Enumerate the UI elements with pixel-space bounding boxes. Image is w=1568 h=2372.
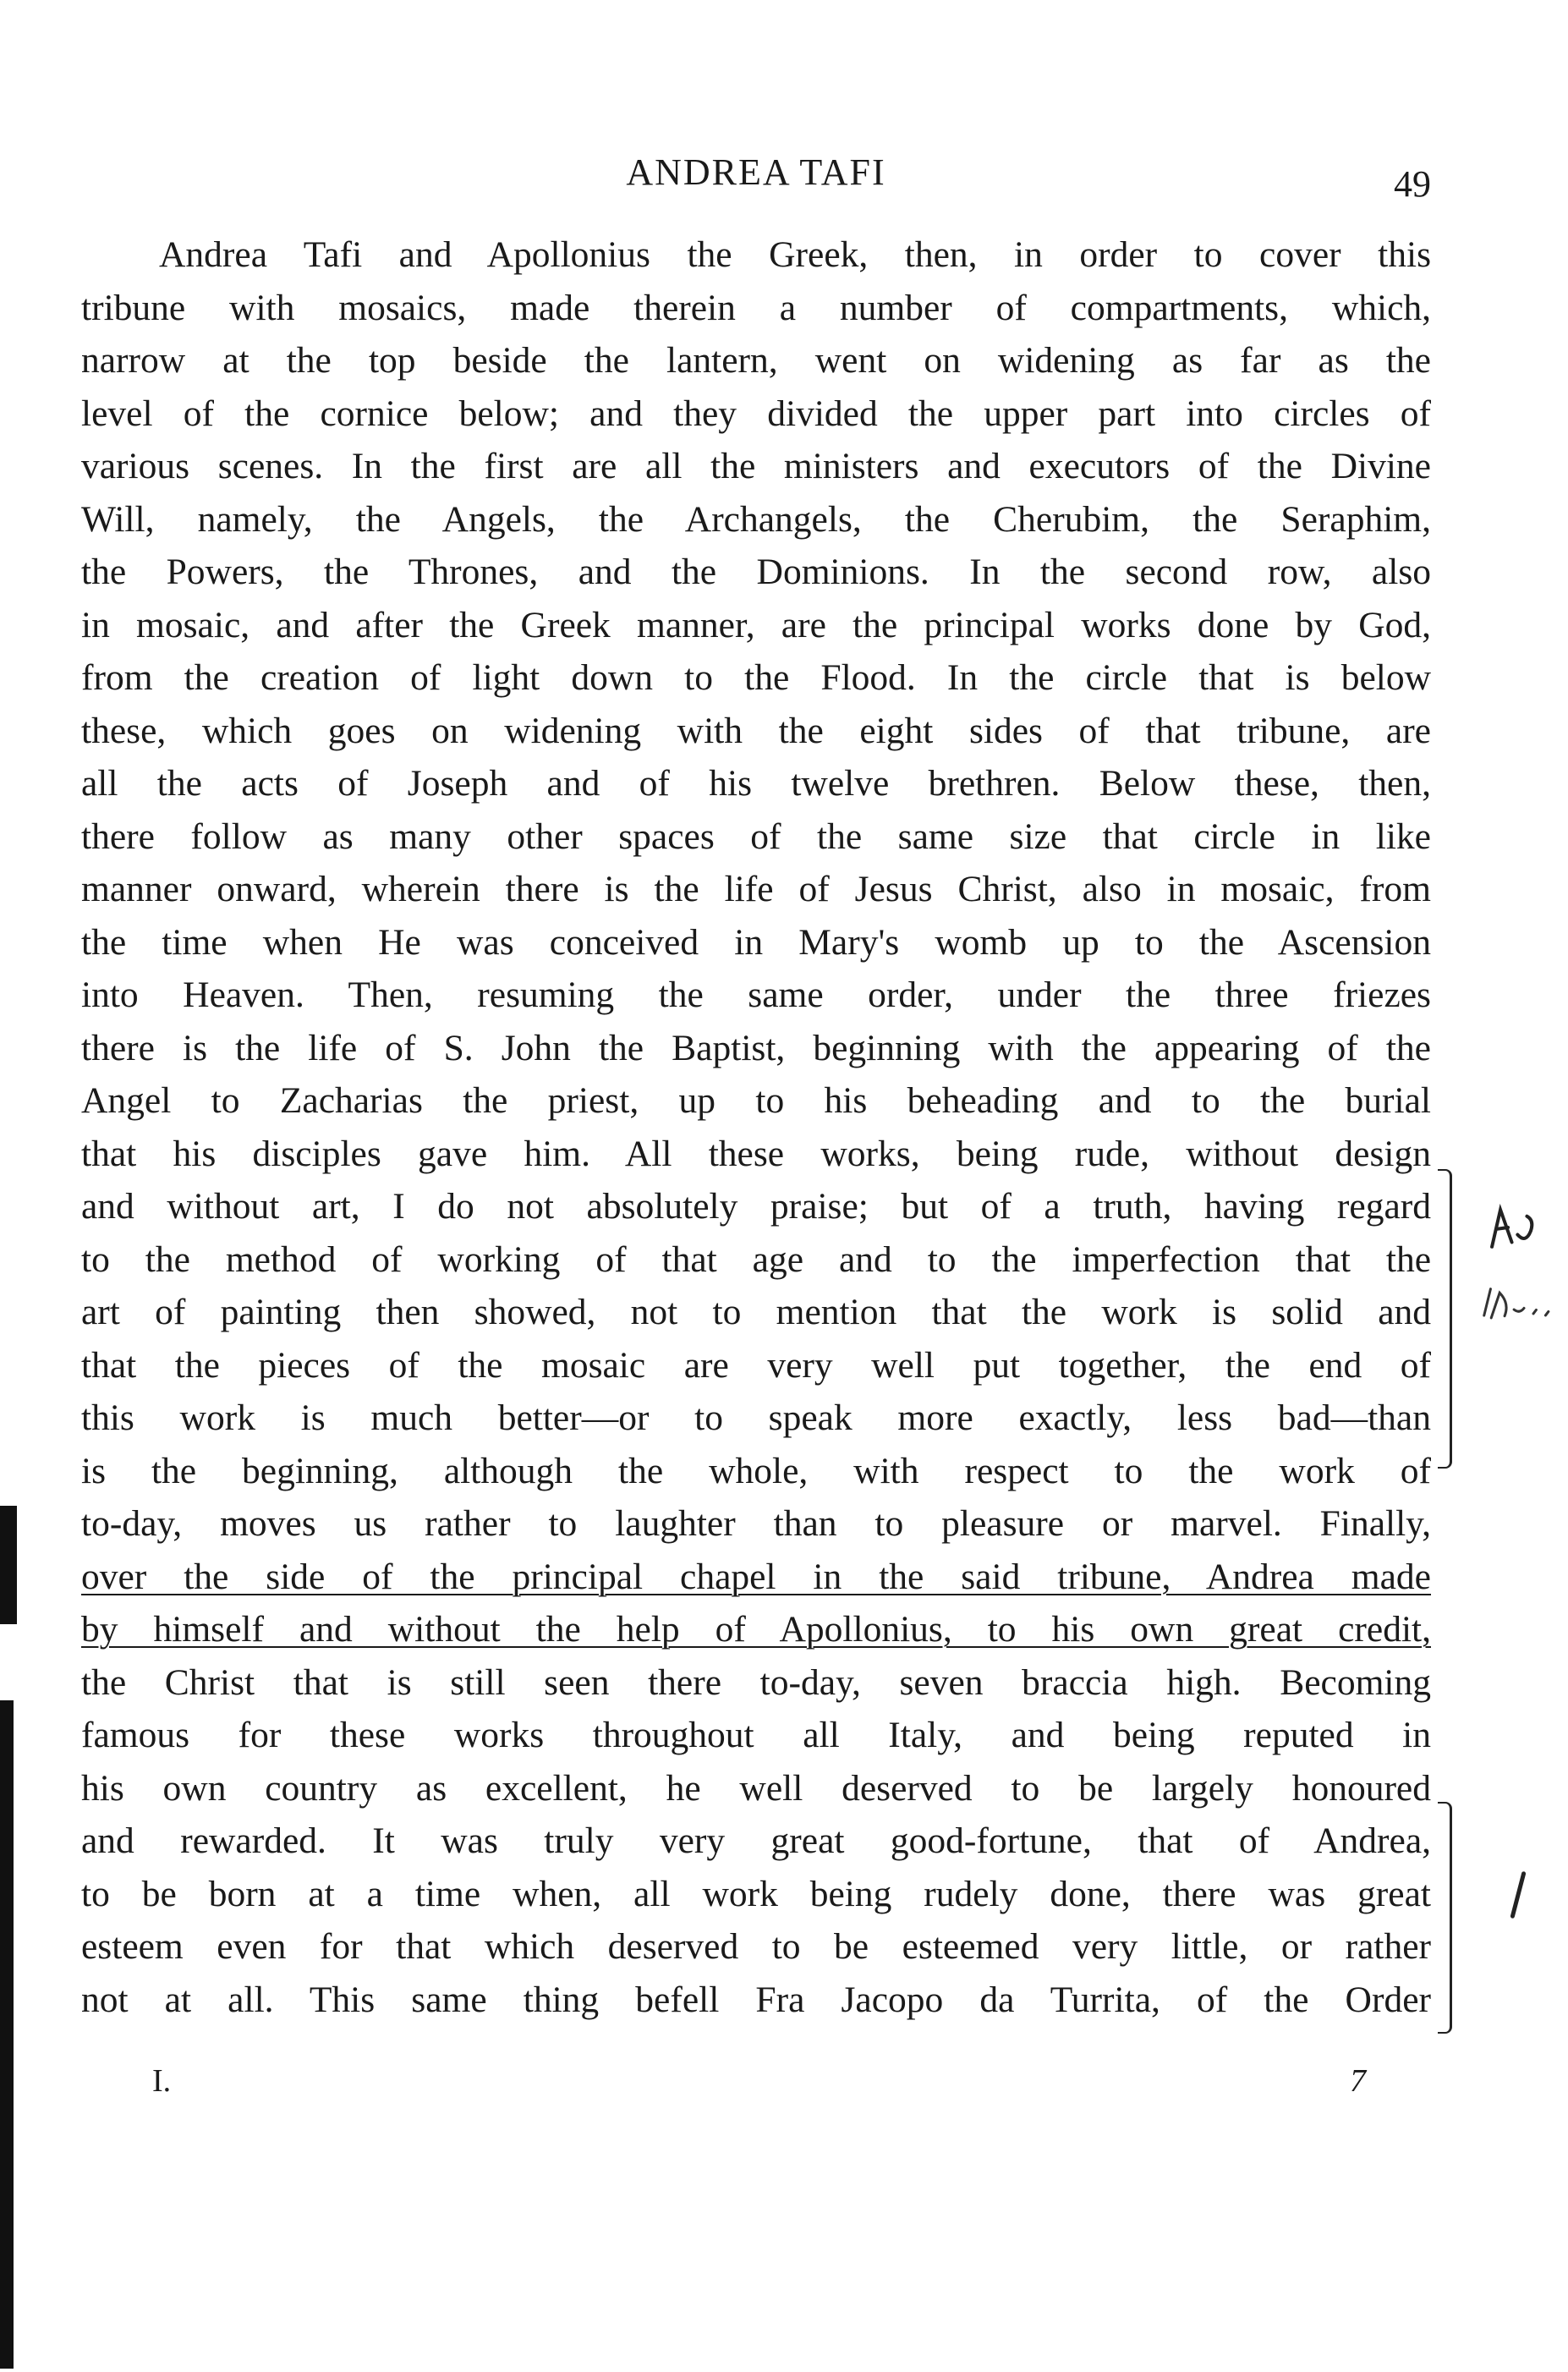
text-line: from the creation of light down to the Flood. In the circle that is below xyxy=(81,657,1431,698)
margin-bracket-upper xyxy=(1438,1169,1452,1469)
text-line: various scenes. In the first are all the ministers and executors of the Divine xyxy=(81,446,1431,486)
text-line: is the beginning, although the whole, with respect to the work of xyxy=(81,1450,1431,1491)
text-line-underlined: by himself and without the help of Apollonius, to his own great credit, xyxy=(81,1609,1431,1650)
text-line: not at all. This same thing befell Fra Jacopo da Turrita, of the Order xyxy=(81,1979,1431,2020)
signature-number: 7 xyxy=(1350,2063,1366,2099)
text-line: these, which goes on widening with the eight sides of that tribune, are xyxy=(81,710,1431,751)
text-line: Will, namely, the Angels, the Archangels, the Cherubim, the Seraphim, xyxy=(81,498,1431,540)
text-line: his own country as excellent, he well deserved to be largely honoured xyxy=(81,1767,1431,1809)
scan-edge-shadow-upper xyxy=(0,1506,17,1624)
text-line: that his disciples gave him. All these works, being rude, without design xyxy=(81,1133,1431,1174)
running-title: ANDREA TAFI xyxy=(626,151,886,193)
text-line: all the acts of Joseph and of his twelve brethren. Below these, then, xyxy=(81,763,1431,804)
text-line: famous for these works throughout all Italy, and being reputed in xyxy=(81,1715,1431,1755)
margin-annotation-slash xyxy=(1498,1868,1538,1923)
running-head xyxy=(81,151,1431,205)
text-line: that the pieces of the mosaic are very well put together, the end of xyxy=(81,1344,1431,1386)
text-line: tribune with mosaics, made therein a number of compartments, which, xyxy=(81,287,1431,328)
text-line: there is the life of S. John the Baptist, beginning with the appearing of the xyxy=(81,1027,1431,1068)
text-line: the time when He was conceived in Mary's womb up to the Ascension xyxy=(81,921,1431,963)
page-number: 49 xyxy=(1394,163,1431,205)
text-line-underlined: over the side of the principal chapel in the said tribune, Andrea made xyxy=(81,1556,1431,1597)
text-line: level of the cornice below; and they divided the upper part into circles of xyxy=(81,393,1431,434)
text-line: to-day, moves us rather to laughter than to pleasure or marvel. Finally, xyxy=(81,1503,1431,1544)
margin-bracket-lower xyxy=(1438,1802,1452,2034)
text-line: the Powers, the Thrones, and the Dominions. In the second row, also xyxy=(81,552,1431,592)
text-line: and without art, I do not absolutely praise; but of a truth, having regard xyxy=(81,1186,1431,1227)
scan-edge-shadow-lower xyxy=(0,1700,14,2369)
text-line: into Heaven. Then, resuming the same order, under the three friezes xyxy=(81,975,1431,1015)
body-text xyxy=(81,228,1431,2026)
text-line: there follow as many other spaces of the same size that circle in like xyxy=(81,815,1431,857)
text-line: to the method of working of that age and to the imperfection that the xyxy=(81,1238,1431,1280)
page-footer xyxy=(81,2062,1431,2105)
text-line: in mosaic, and after the Greek manner, are the principal works done by God, xyxy=(81,604,1431,645)
text-line: and rewarded. It was truly very great good-fortune, that of Andrea, xyxy=(81,1820,1431,1861)
margin-annotation-mark xyxy=(1481,1197,1547,1255)
signature-mark: I. xyxy=(152,2063,172,2099)
margin-annotation-scribble xyxy=(1472,1272,1554,1333)
text-line: Andrea Tafi and Apollonius the Greek, then, in order to cover this xyxy=(159,234,1431,275)
text-line: the Christ that is still seen there to-day, seven braccia high. Becoming xyxy=(81,1661,1431,1703)
text-line: this work is much better—or to speak more exactly, less bad—than xyxy=(81,1397,1431,1438)
text-line: Angel to Zacharias the priest, up to his beheading and to the burial xyxy=(81,1080,1431,1121)
text-line: manner onward, wherein there is the life of Jesus Christ, also in mosaic, from xyxy=(81,869,1431,909)
text-line: narrow at the top beside the lantern, went on widening as far as the xyxy=(81,340,1431,381)
text-line: to be born at a time when, all work being rudely done, there was great xyxy=(81,1873,1431,1914)
text-line: esteem even for that which deserved to be esteemed very little, or rather xyxy=(81,1926,1431,1967)
text-line: art of painting then showed, not to mention that the work is solid and xyxy=(81,1292,1431,1332)
